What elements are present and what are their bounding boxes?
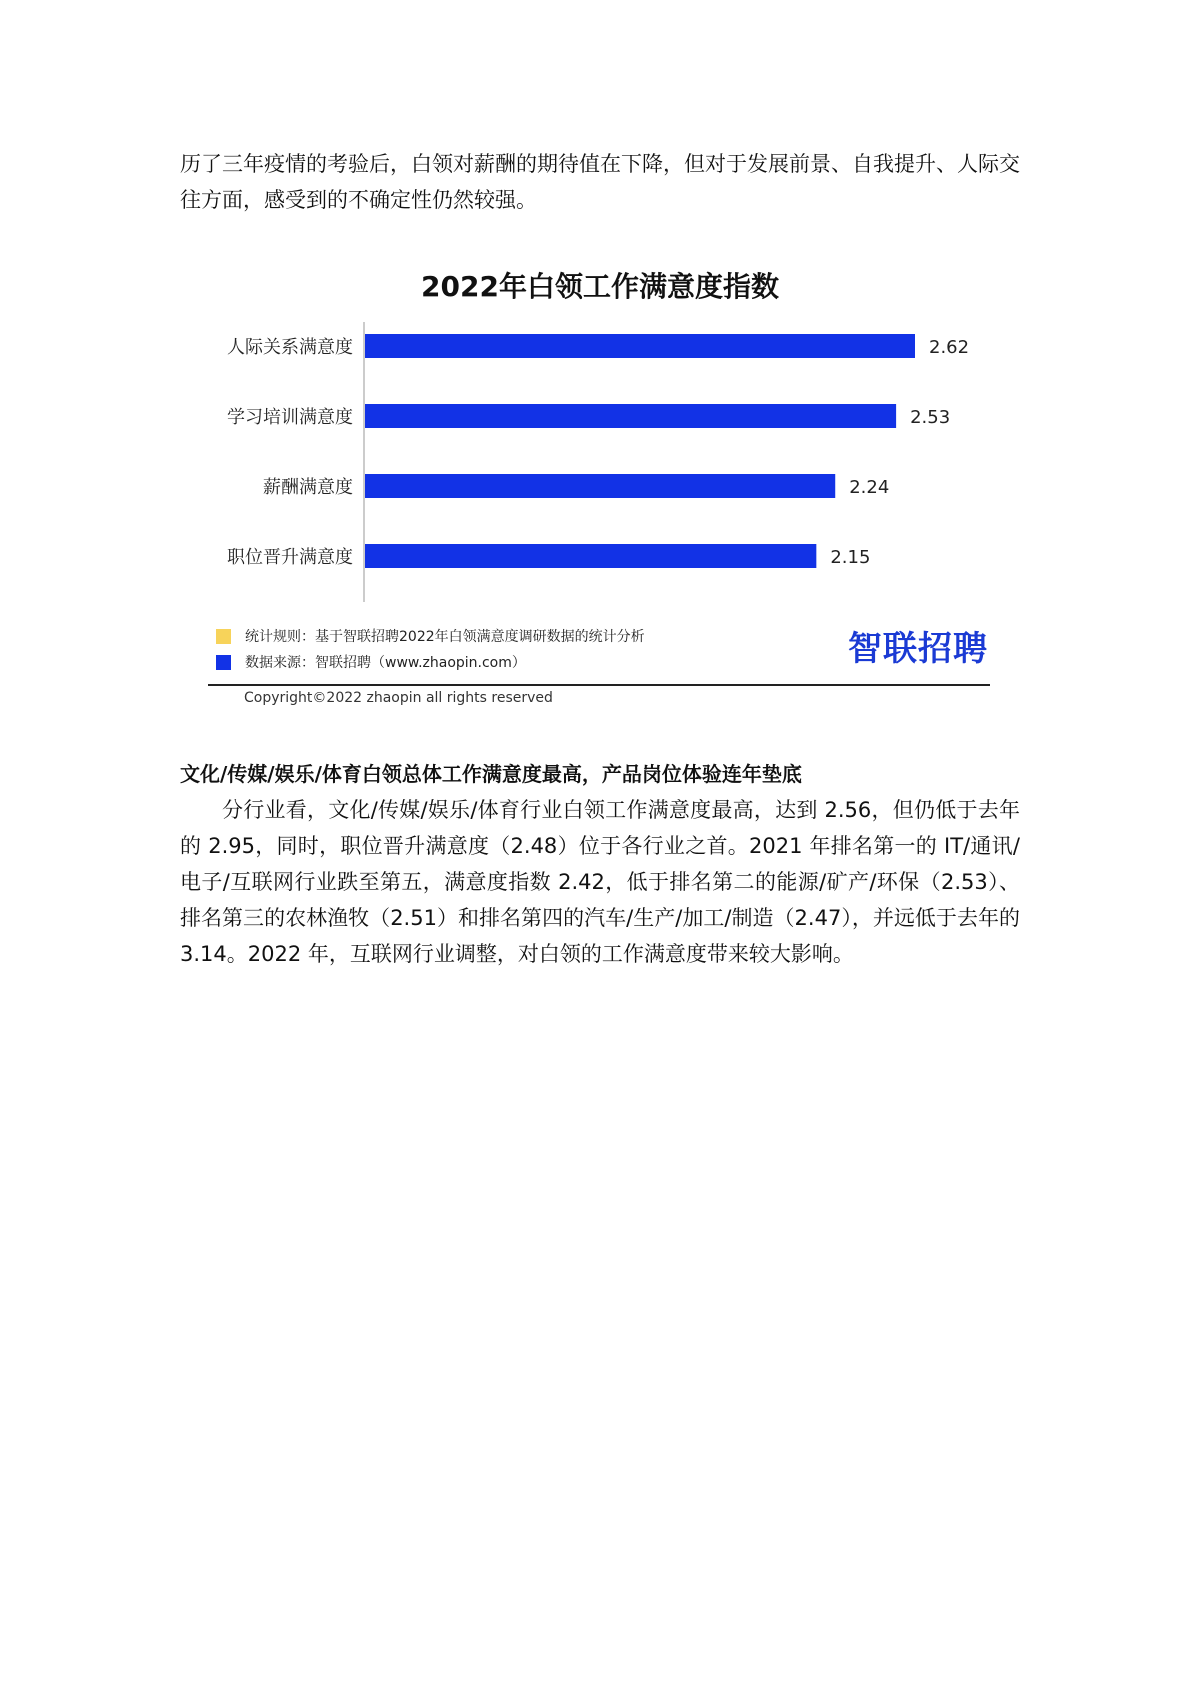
bar-1 <box>365 334 915 358</box>
logo-text: 智联招聘 <box>848 629 988 669</box>
legend-rule-swatch <box>216 629 231 644</box>
category-label-4: 职位晋升满意度 <box>227 547 353 568</box>
copyright-text: Copyright©2022 zhaopin all rights reserved <box>244 690 553 706</box>
zhaopin-logo <box>848 627 988 671</box>
value-label-3: 2.24 <box>849 477 890 498</box>
intro-paragraph: 历了三年疫情的考验后，白领对薪酬的期待值在下降，但对于发展前景、自我提升、人际交往方面，感受到的不确定性仍然较强。 <box>180 152 1020 212</box>
chart-title: 2022年白领工作满意度指数 <box>421 270 779 303</box>
chart-footer-divider <box>208 684 990 686</box>
value-label-2: 2.53 <box>910 407 951 428</box>
bar-2 <box>365 404 896 428</box>
legend-rule <box>216 628 645 646</box>
legend-source-swatch <box>216 655 231 670</box>
section-body-paragraph: 分行业看，文化/传媒/娱乐/体育行业白领工作满意度最高，达到 2.56，但仍低于去年的 2.95，同时，职位晋升满意度（2.48）位于各行业之首。2021 年排名第一的 IT/通讯/电子/互联网行业跌至第五，满意度指数 2.42，低于排名第二的能源/矿产/环保（2.53）、排名第三的农林渔牧（2.51）和排名第四的汽车/生产/加工/制造（2.47），并远低于去年的 3.14。2022 年，互联网行业调整，对白领的工作满意度带来较大影响。 <box>180 798 1020 966</box>
legend-rule-text: 统计规则：基于智联招聘2022年白领满意度调研数据的统计分析 <box>245 629 645 645</box>
bar-group <box>227 334 969 568</box>
category-label-2: 学习培训满意度 <box>227 407 353 428</box>
value-label-1: 2.62 <box>929 337 970 358</box>
legend-source <box>216 654 526 672</box>
satisfaction-bar-chart <box>0 0 1190 700</box>
section-heading: 文化/传媒/娱乐/体育白领总体工作满意度最高，产品岗位体验连年垫底 <box>180 762 802 786</box>
category-label-3: 薪酬满意度 <box>263 477 353 498</box>
bar-4 <box>365 544 816 568</box>
legend-source-text: 数据来源：智联招聘（www.zhaopin.com） <box>245 655 526 671</box>
value-label-4: 2.15 <box>830 547 871 568</box>
category-label-1: 人际关系满意度 <box>227 337 353 358</box>
bar-3 <box>365 474 835 498</box>
